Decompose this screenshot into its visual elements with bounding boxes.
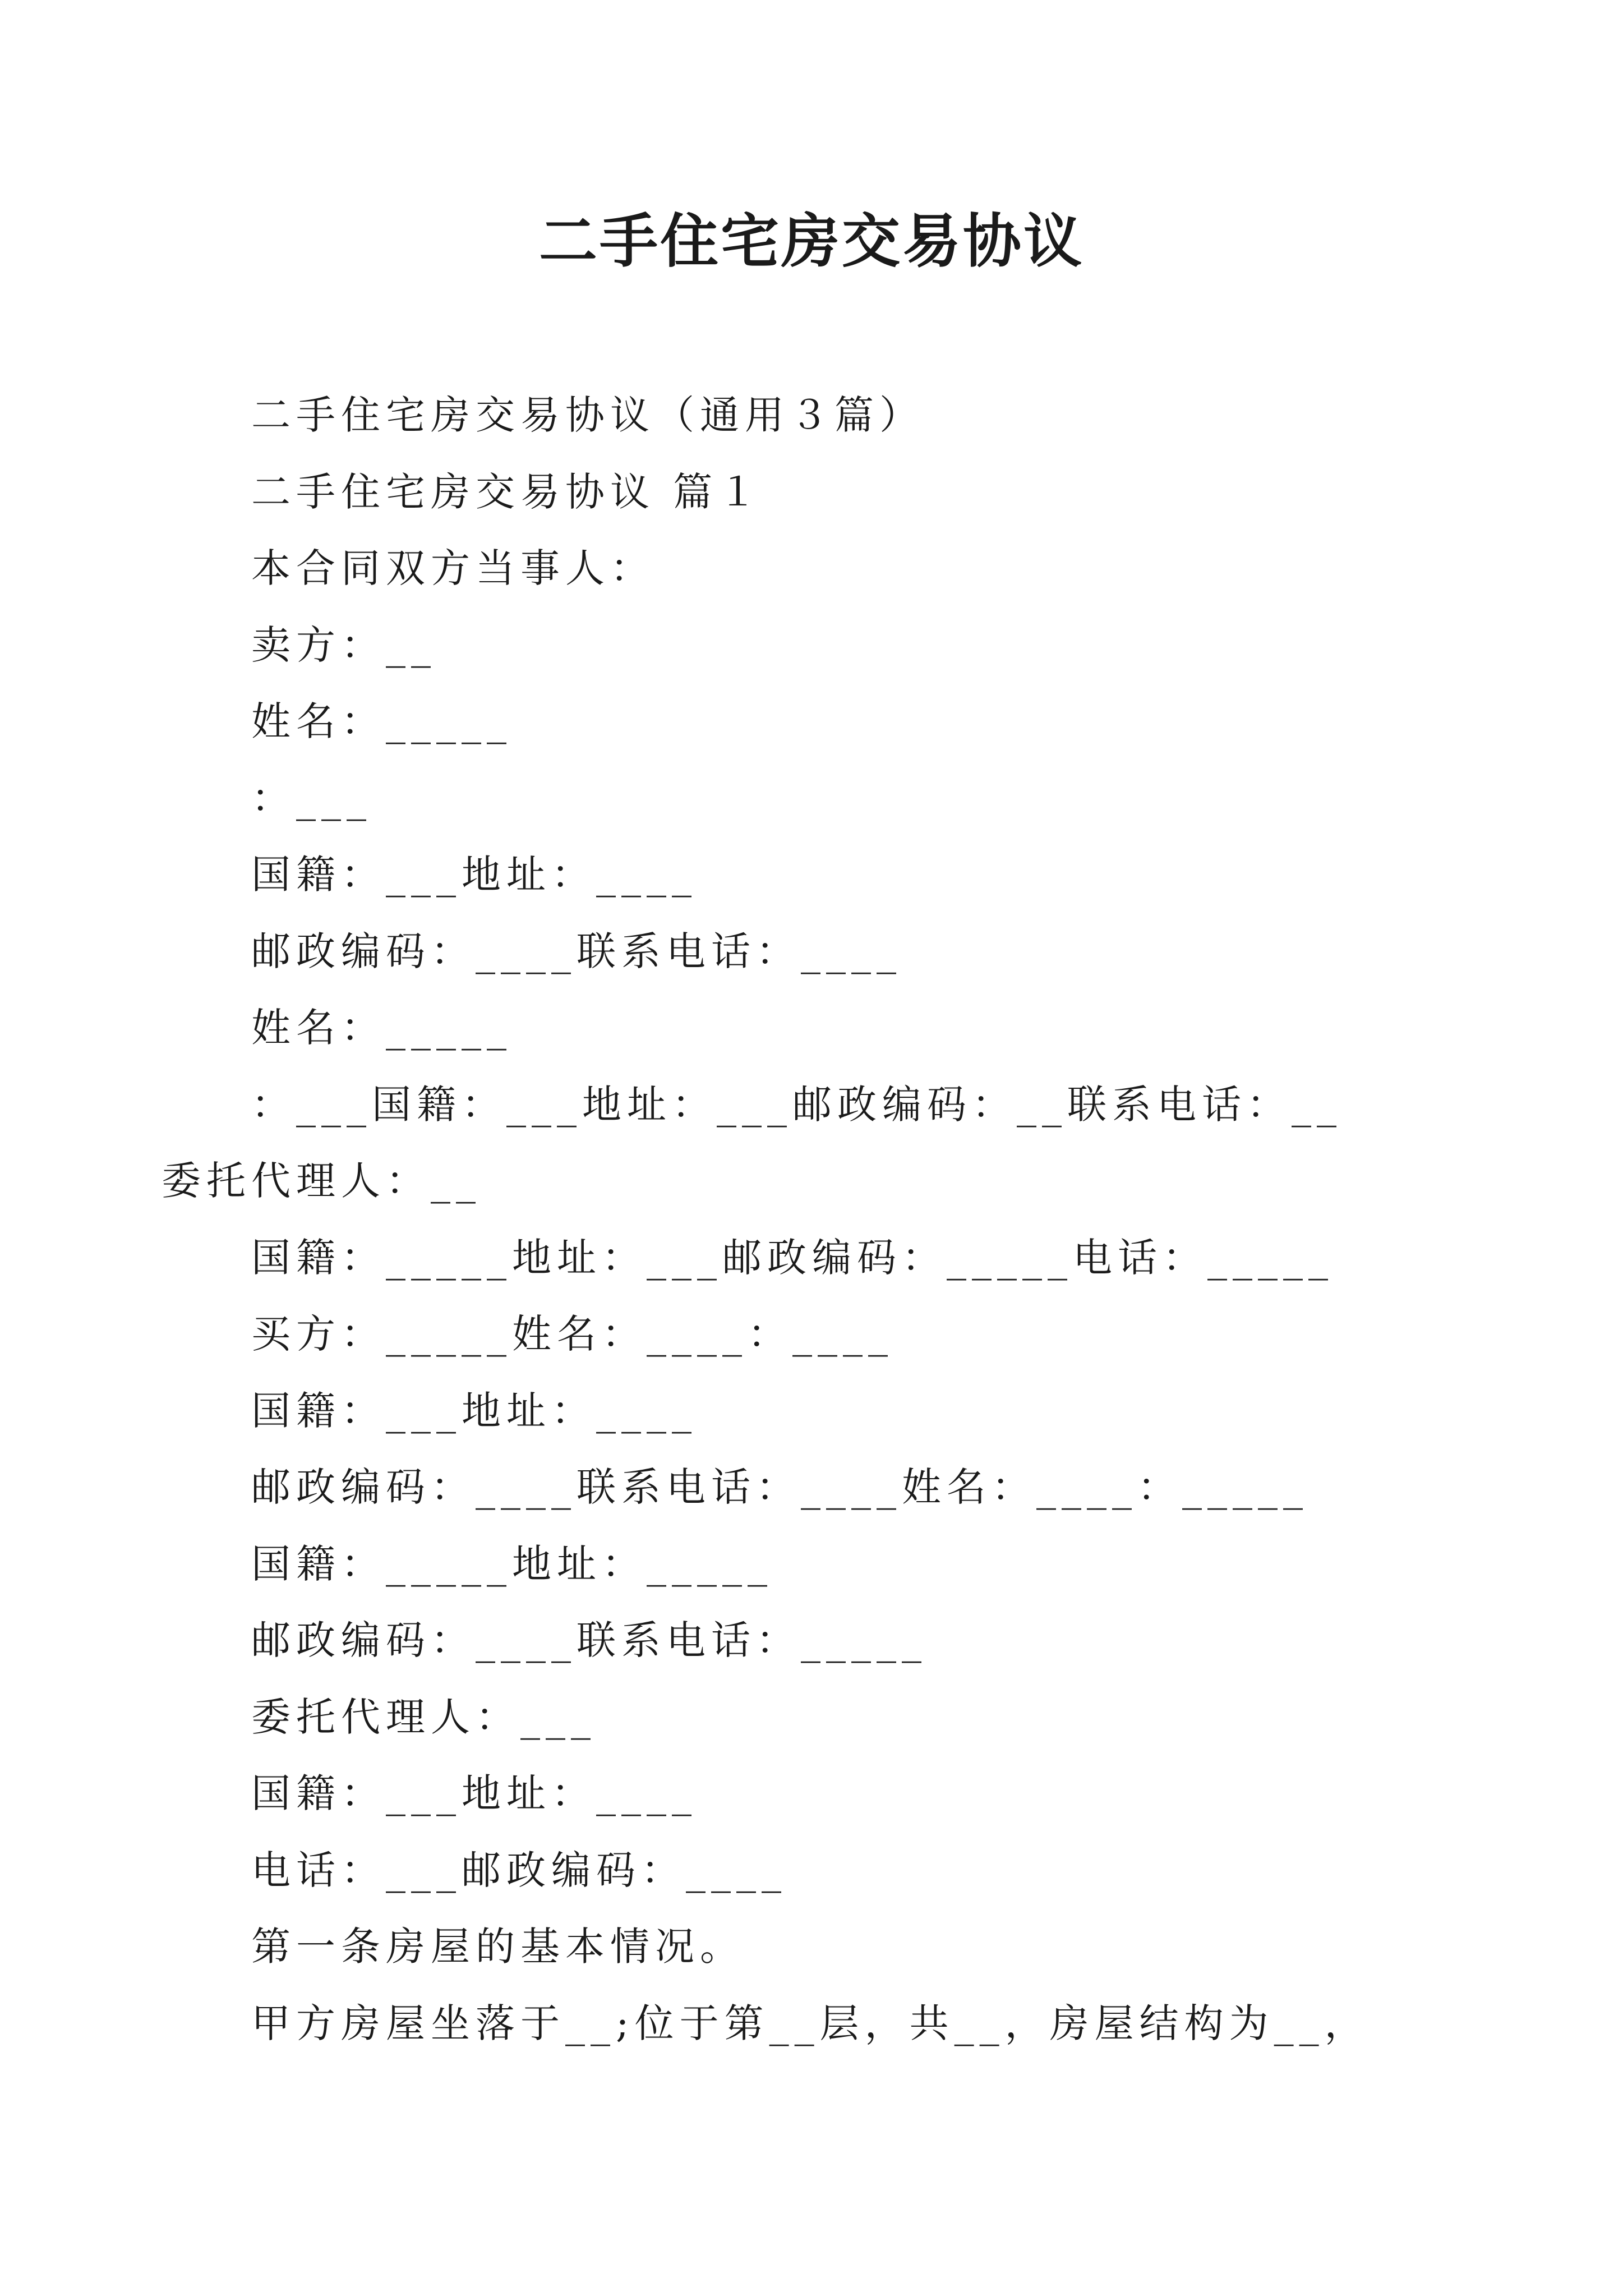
text-line: 邮政编码：____联系电话：____姓名：____：_____ bbox=[251, 1464, 1308, 1510]
text-line: 国籍：___地址：____ bbox=[251, 852, 697, 898]
text-line: 卖方：__ bbox=[251, 622, 436, 668]
text-line: 国籍：_____地址：_____ bbox=[251, 1540, 773, 1587]
text-line: 二手住宅房交易协议 篇１ bbox=[251, 468, 763, 515]
text-line: 委托代理人：___ bbox=[251, 1694, 596, 1740]
text-line: 邮政编码：____联系电话：____ bbox=[251, 928, 902, 974]
text-line: 本合同双方当事人： bbox=[251, 545, 655, 591]
text-line: 买方：_____姓名：____：____ bbox=[251, 1311, 893, 1357]
text-line: 二手住宅房交易协议（通用３篇） bbox=[251, 392, 924, 438]
text-line: 邮政编码：____联系电话：_____ bbox=[251, 1617, 927, 1663]
text-line: 第一条房屋的基本情况。 bbox=[251, 1924, 745, 1970]
text-line: ：___ bbox=[251, 775, 372, 821]
document-title: 二手住宅房交易协议 bbox=[538, 206, 1084, 275]
text-line: 姓名：_____ bbox=[251, 698, 512, 744]
text-line: ：___国籍：___地址：___邮政编码：__联系电话：__ bbox=[251, 1081, 1342, 1128]
text-line: 甲方房屋坐落于__;位于第__层，共__，房屋结构为__， bbox=[251, 2000, 1370, 2046]
text-line: 姓名：_____ bbox=[251, 1005, 512, 1051]
text-line: 国籍：___地址：____ bbox=[251, 1770, 697, 1816]
text-line: 委托代理人：__ bbox=[162, 1158, 481, 1204]
text-line: 国籍：___地址：____ bbox=[251, 1387, 697, 1434]
text-line: 国籍：_____地址：___邮政编码：_____电话：_____ bbox=[251, 1234, 1334, 1281]
document-body bbox=[162, 377, 1429, 2062]
text-line: 电话：___邮政编码：____ bbox=[251, 1847, 787, 1893]
